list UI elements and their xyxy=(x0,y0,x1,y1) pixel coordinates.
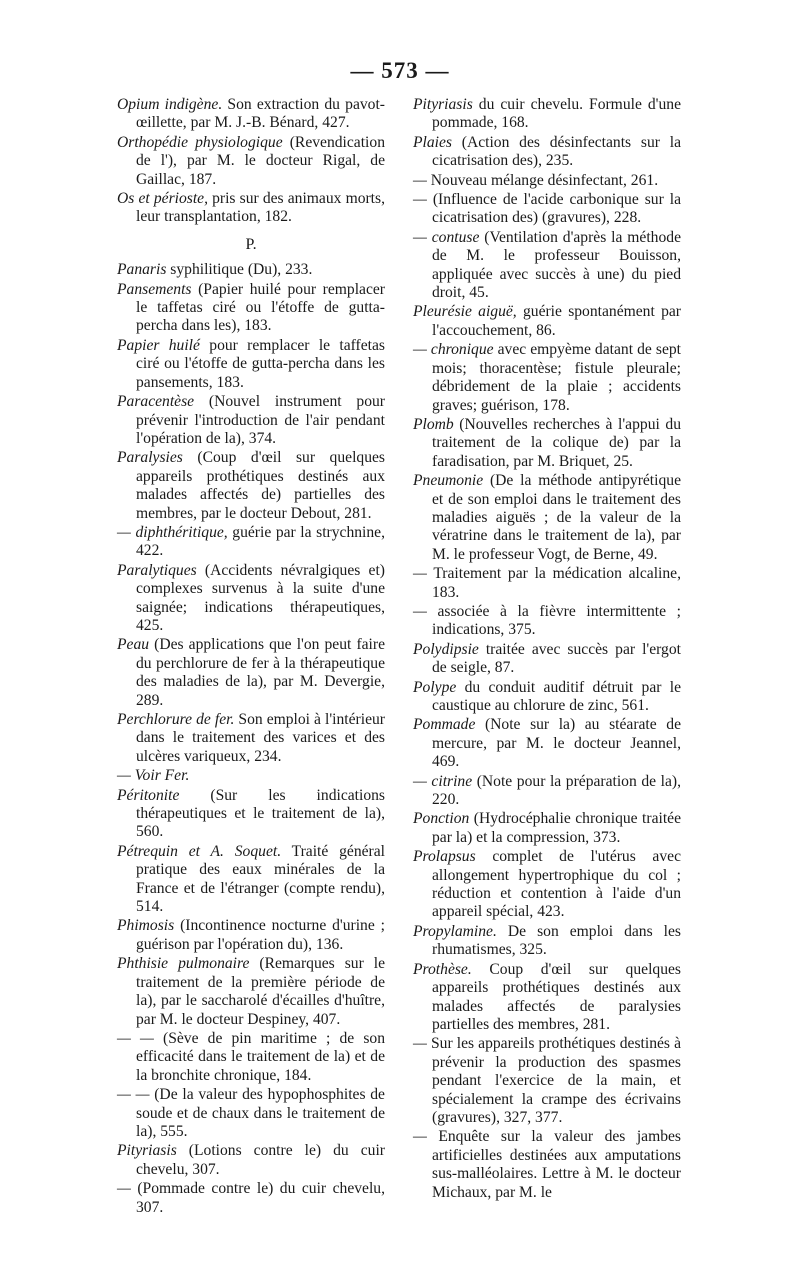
index-entry xyxy=(117,337,385,392)
index-entry xyxy=(117,134,385,189)
entry-heading: Pommade xyxy=(413,716,476,734)
entry-heading: Peau xyxy=(117,636,150,654)
entry-heading: Plaies xyxy=(413,133,452,151)
index-entry xyxy=(117,96,385,133)
entry-heading: — xyxy=(413,1035,427,1053)
entry-text: avec empyème datant de sept mois; thoracentèse; fistule pleurale; débridement de la plaie ; accidents graves; guérison, 178. xyxy=(432,341,681,414)
entry-heading: — xyxy=(413,1128,427,1146)
index-entry xyxy=(117,843,385,917)
index-entry xyxy=(117,1030,385,1085)
entry-text: Coup d'œil sur quelques appareils prothétiques destinés aux malades affectés de paralysies partielles des membres, 281. xyxy=(432,960,681,1033)
entry-heading: Polydipsie xyxy=(413,640,479,658)
index-entry xyxy=(413,679,681,716)
index-entry xyxy=(413,641,681,678)
entry-heading: — xyxy=(413,565,427,583)
entry-heading: Papier huilé xyxy=(117,336,200,354)
index-entry xyxy=(117,711,385,766)
entry-heading: Prothèse. xyxy=(413,960,472,978)
entry-heading: Polype xyxy=(413,678,457,696)
entry-text: Nouveau mélange désinfectant, 261. xyxy=(426,171,659,189)
entry-text: (Remarques sur le traitement de la première période de la), par le saccharolé d'écailles d'huître, par M. le docteur Despiney, 407. xyxy=(136,955,385,1028)
entry-heading: Pétrequin et A. Soquet. xyxy=(117,842,282,860)
entry-heading: Prolapsus xyxy=(413,848,476,866)
entry-text: (Influence de l'acide carbonique sur la cicatrisation des) (gravures), 228. xyxy=(426,191,681,227)
entry-text: Son emploi à l'intérieur dans le traitement des varices et des ulcères variqueux, 234. xyxy=(136,711,385,765)
entry-heading: — citrine xyxy=(413,772,473,790)
entry-text: (Coup d'œil sur quelques appareils prothétiques destinés aux malades affectés de) partielles des membres, par le docteur Debout, 281. xyxy=(136,449,385,522)
entry-text: (De la méthode antipyrétique et de son emploi dans le traitement des maladies aiguës ; de la valeur de la vératrine dans le traitement de la), par M. le professeur Vogt, de Berne, 49. xyxy=(432,472,681,563)
entry-heading: Paralytiques xyxy=(117,561,197,579)
entry-text: (Nouvel instrument pour prévenir l'introduction de l'air pendant l'opération de la), 374. xyxy=(136,393,385,447)
entry-heading: Paralysies xyxy=(117,449,183,467)
index-entry xyxy=(413,716,681,771)
index-entry xyxy=(117,787,385,842)
index-entry xyxy=(413,848,681,922)
entry-text: (Des applications que l'on peut faire du perchlorure de fer à la thérapeutique des maladies de la), par M. Devergie, 289. xyxy=(136,636,385,709)
left-entries-before xyxy=(117,96,385,227)
entry-text: du conduit auditif détruit par le caustique au chlorure de zinc, 561. xyxy=(432,678,681,714)
entry-heading: Propylamine. xyxy=(413,922,497,940)
entry-text: associée à la fièvre intermittente ; indications, 375. xyxy=(426,602,681,639)
index-entry xyxy=(117,562,385,636)
entry-text: (Hydrocéphalie chronique traitée par la) et la compression, 373. xyxy=(432,810,681,846)
entry-heading: Phthisie pulmonaire xyxy=(117,955,250,973)
entry-text: (Lotions contre le) du cuir chevelu, 307. xyxy=(136,1142,385,1178)
entry-text: (Nouvelles recherches à l'appui du traitement de la colique de) par la faradisation, par M. Briquet, 25. xyxy=(432,415,681,470)
entry-text: pour remplacer le taffetas ciré ou l'étoffe de gutta-percha dans les pansements, 183. xyxy=(136,336,385,391)
entry-heading: — xyxy=(413,602,427,620)
entry-text: De son emploi dans les rhumatismes, 325. xyxy=(432,922,681,959)
entry-heading: — — xyxy=(117,1029,154,1047)
entry-heading: — xyxy=(117,1180,131,1198)
index-entry xyxy=(117,1180,385,1217)
page-number: — 573 — xyxy=(350,58,450,83)
index-entry xyxy=(413,603,681,640)
index-entry xyxy=(413,923,681,960)
entry-text: (Pommade contre le) du cuir chevelu, 307. xyxy=(130,1180,385,1216)
index-entry xyxy=(413,961,681,1035)
entry-text: Traité général pratique des eaux minérales de la France et de l'étranger (compte rendu), 514. xyxy=(136,842,385,916)
index-entry xyxy=(117,261,385,279)
entry-text: (Ventilation d'après la méthode de M. le professeur Bouisson, appliquée avec succès à une) du pied droit, 45. xyxy=(432,228,681,302)
entry-text: (Incontinence nocturne d'urine ; guérison par l'opération du), 136. xyxy=(136,917,385,953)
entry-heading: — contuse xyxy=(413,228,480,246)
index-entry xyxy=(413,191,681,228)
index-entry xyxy=(117,281,385,336)
entry-heading: Pityriasis xyxy=(413,96,473,113)
entry-text: Traitement par la médication alcaline, 183. xyxy=(426,565,681,601)
index-entry xyxy=(413,341,681,415)
entry-heading: — xyxy=(413,171,427,189)
index-entry xyxy=(413,1035,681,1127)
index-entry xyxy=(413,1128,681,1202)
left-column xyxy=(117,96,385,1218)
entry-heading: Opium indigène. xyxy=(117,96,223,113)
index-entry xyxy=(413,416,681,471)
entry-text: (Note sur la) au stéarate de mercure, par M. le docteur Jeannel, 469. xyxy=(432,716,681,771)
entry-text: (Revendication de l'), par M. le docteur Rigal, de Gaillac, 187. xyxy=(136,133,385,188)
entry-text: Sur les appareils prothétiques destinés à prévenir la production des spasmes pendant l'exercice de la main, et spécialement la crampe des écrivains (gravures), 327, 377. xyxy=(426,1035,681,1126)
index-entry xyxy=(117,955,385,1029)
entry-heading: Pityriasis xyxy=(117,1142,177,1160)
entry-text: (Sur les indications thérapeutiques et le traitement de la), 560. xyxy=(136,786,385,841)
index-entry xyxy=(117,1142,385,1179)
entry-text: syphilitique (Du), 233. xyxy=(166,261,313,279)
index-entry xyxy=(413,773,681,810)
entry-heading: — — xyxy=(117,1086,150,1104)
entry-text: Enquête sur la valeur des jambes artificielles destinées aux amputations sus-malléolaires. Lettre à M. le docteur Michaux, par M. le xyxy=(426,1128,681,1201)
index-entry xyxy=(413,96,681,133)
section-letter: P. xyxy=(245,235,257,253)
index-entry xyxy=(117,636,385,710)
index-entry xyxy=(117,393,385,448)
entry-text: (Note pour la préparation de la), 220. xyxy=(432,772,681,809)
entry-text: (Action des désinfectants sur la cicatrisation des), 235. xyxy=(432,133,681,170)
entry-heading: Pansements xyxy=(117,280,192,298)
index-entry xyxy=(413,134,681,171)
entry-text: guérie par la strychnine, 422. xyxy=(136,523,385,560)
entry-text: pris sur des animaux morts, leur transplantation, 182. xyxy=(136,190,385,226)
entry-text: (De la valeur des hypophosphites de soude et de chaux dans le traitement de la), 555. xyxy=(136,1086,385,1140)
entry-heading: — chronique xyxy=(413,341,494,359)
index-entry xyxy=(413,472,681,564)
index-entry xyxy=(413,565,681,602)
entry-heading: Phimosis xyxy=(117,917,175,935)
entry-heading: Péritonite xyxy=(117,786,180,804)
index-entry xyxy=(413,172,681,190)
index-entry xyxy=(117,917,385,954)
index-entry xyxy=(413,303,681,340)
entry-heading: Panaris xyxy=(117,261,167,279)
entry-text: complet de l'utérus avec allongement hypertrophique du col ; réduction et contention à l'aide d'un appareil spécial, 423. xyxy=(432,848,681,921)
entry-heading: Pneumonie xyxy=(413,472,484,490)
index-entry xyxy=(117,190,385,227)
index-entry xyxy=(117,767,385,785)
entry-text: (Papier huilé pour remplacer le taffetas ciré ou l'étoffe de gutta-percha dans les), 183. xyxy=(136,280,385,335)
entry-heading: Orthopédie physiologique xyxy=(117,133,283,151)
entry-text: traitée avec succès par l'ergot de seigle, 87. xyxy=(432,640,681,677)
entry-text: guérie spontanément par l'accouchement, 86. xyxy=(432,303,681,339)
entry-heading: Pleurésie aiguë, xyxy=(413,303,517,321)
entry-heading: Ponction xyxy=(413,810,470,828)
index-entry xyxy=(117,524,385,561)
entry-heading: Os et périoste, xyxy=(117,190,208,208)
entry-text: (Sève de pin maritime ; de son efficacité dans le traitement de la) et de la bronchite chronique, 184. xyxy=(136,1029,385,1084)
entry-text: du cuir chevelu. Formule d'une pommade, 168. xyxy=(432,96,681,132)
entry-heading: — xyxy=(413,191,427,209)
entry-text: (Accidents névralgiques et) complexes survenus à la suite d'une saignée; indications thérapeutiques, 425. xyxy=(136,561,385,634)
right-entries xyxy=(413,96,681,1202)
index-entry xyxy=(413,229,681,303)
index-entry xyxy=(117,1086,385,1141)
index-entry xyxy=(117,449,385,523)
entry-heading: Paracentèse xyxy=(117,393,195,411)
index-entry xyxy=(413,810,681,847)
right-column xyxy=(413,96,681,1203)
entry-heading: Perchlorure de fer. xyxy=(117,711,235,728)
entry-heading: — diphthéritique, xyxy=(117,523,228,541)
entry-heading: Plomb xyxy=(413,415,454,433)
entry-text: Son extraction du pavot-œillette, par M. J.-B. Bénard, 427. xyxy=(136,96,385,132)
left-entries-after xyxy=(117,261,385,1217)
entry-heading: — Voir Fer. xyxy=(117,767,190,785)
